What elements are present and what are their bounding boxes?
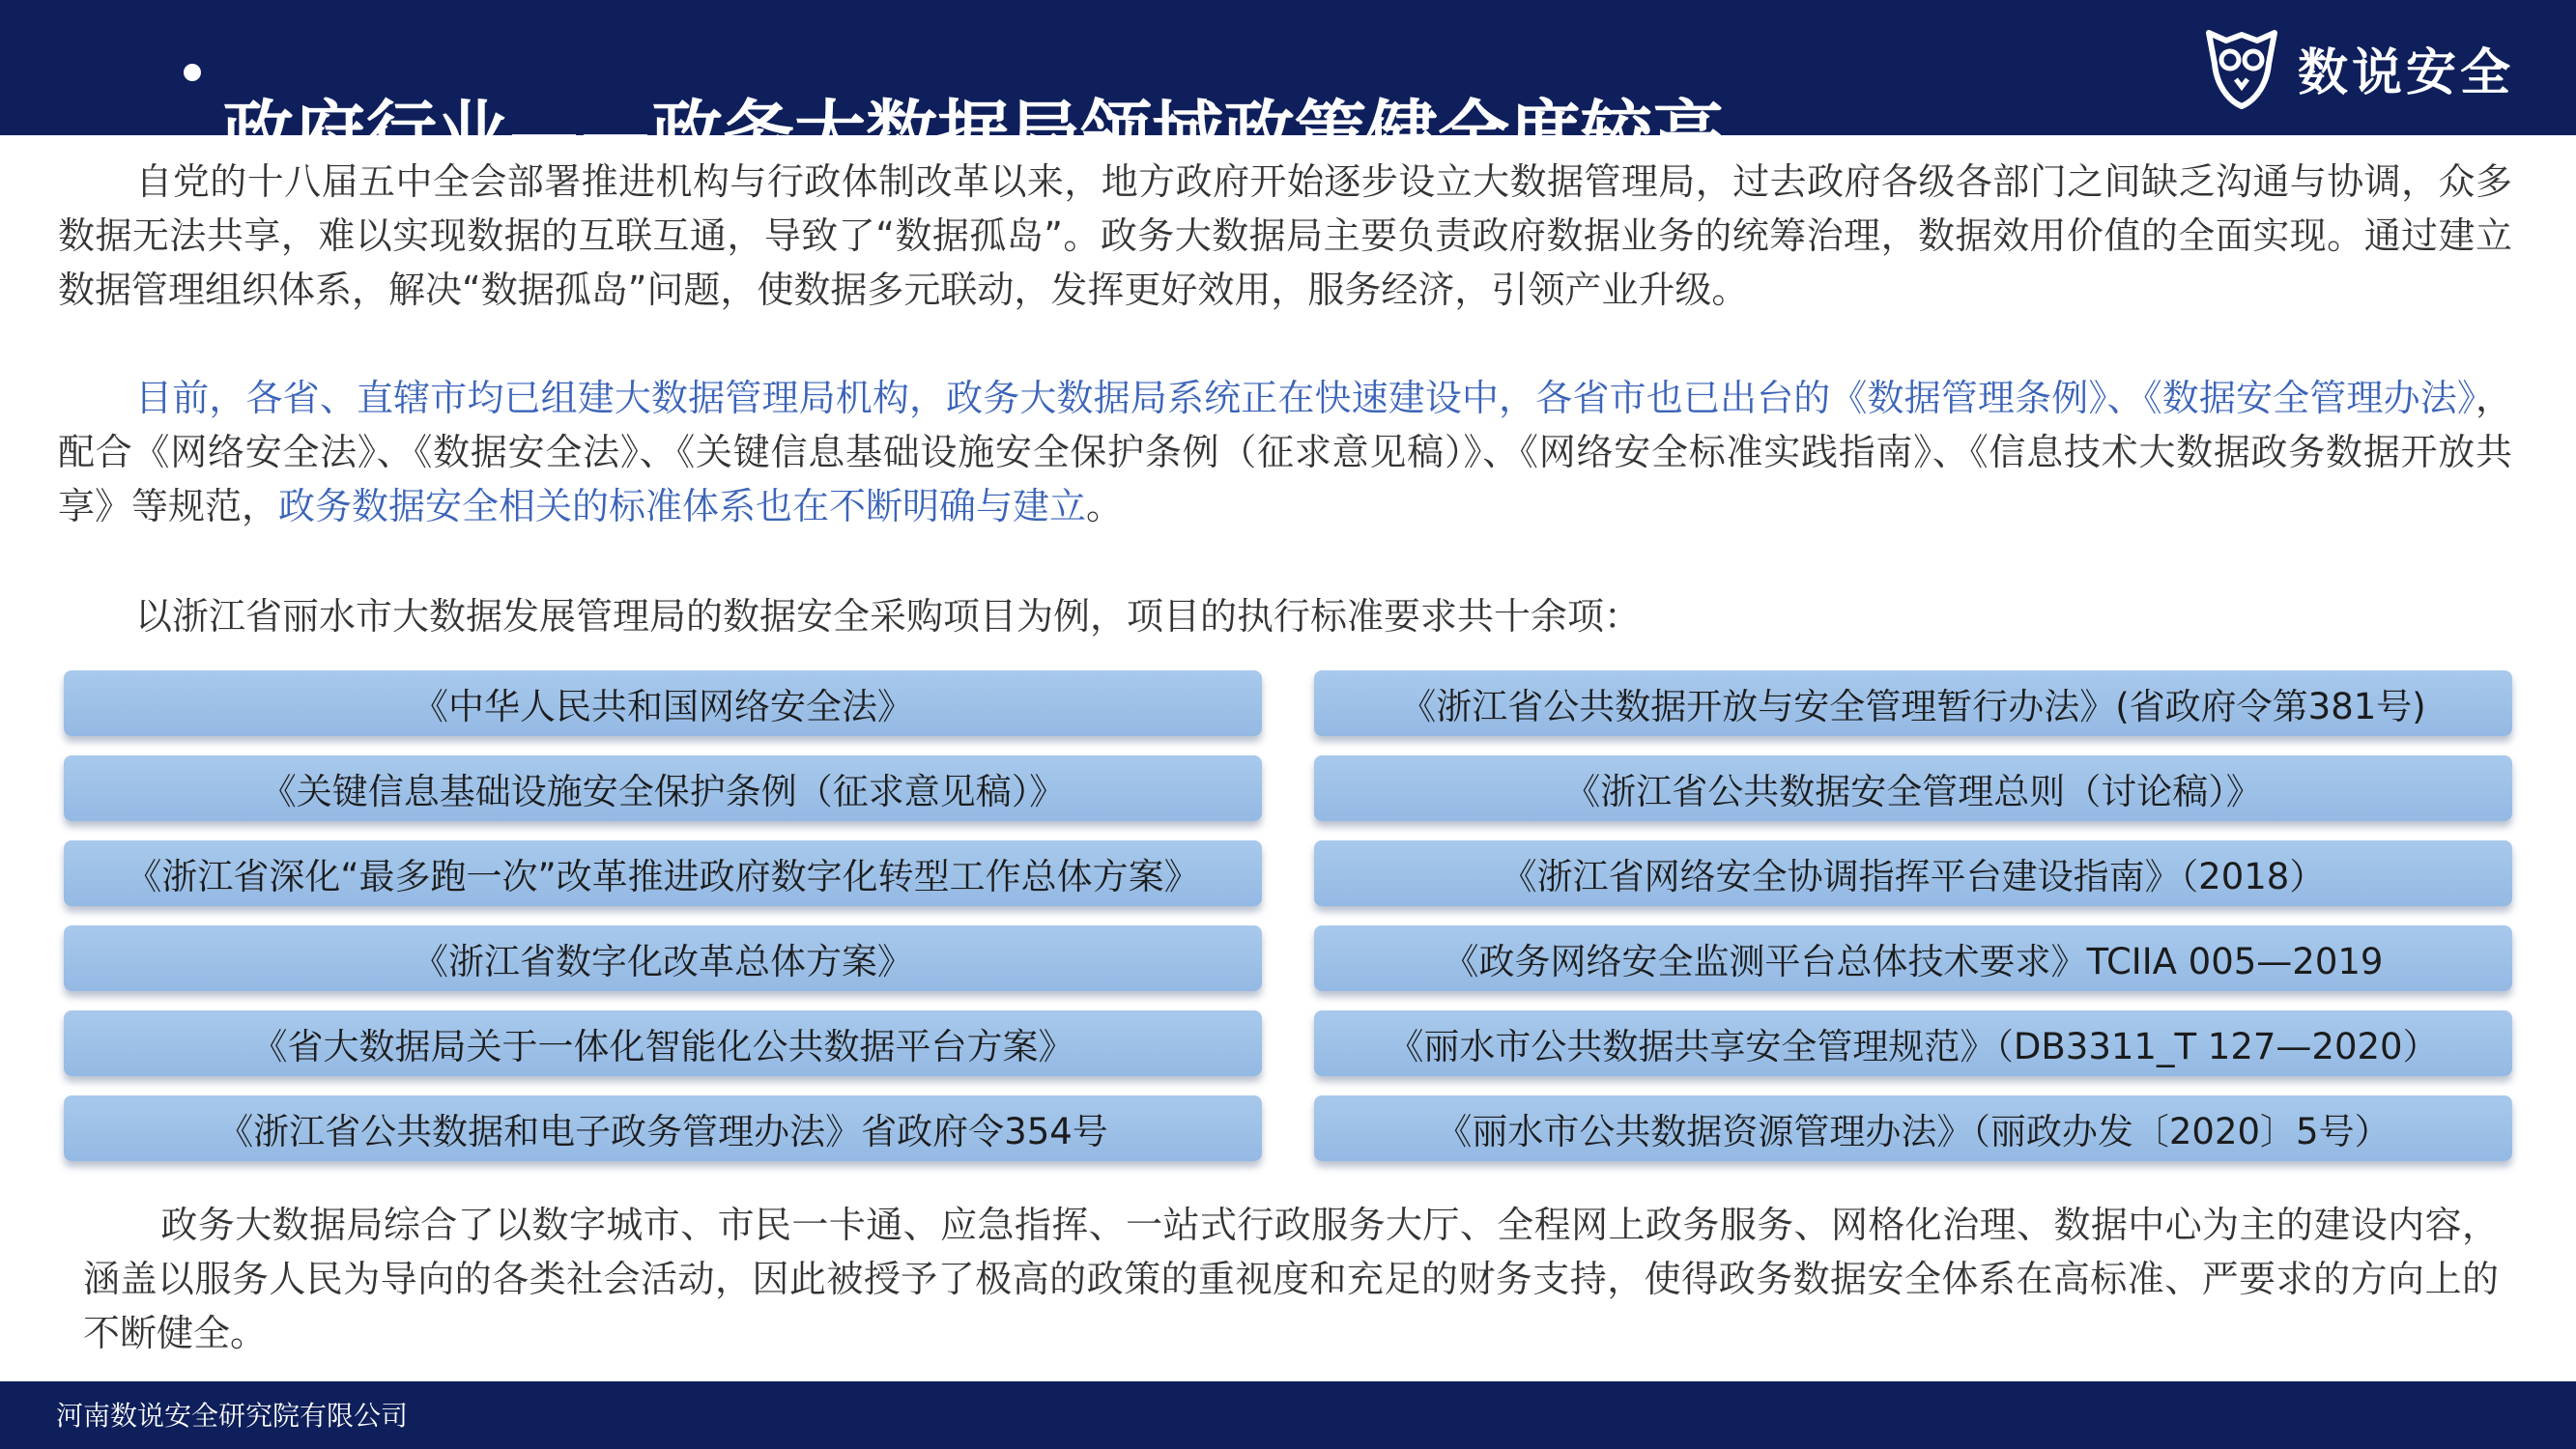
title-bullet [184,64,201,81]
standard-left-4: 《浙江省数字化改革总体方案》 [64,925,1262,991]
logo [2203,23,2514,112]
owl-shield-icon [2203,25,2280,110]
intro-paragraph-2 [58,371,2512,533]
conclusion-paragraph [83,1198,2499,1360]
standard-right-1: 《浙江省公共数据开放与安全管理暂行办法》(省政府令第381号) [1314,670,2512,736]
policy-highlight-2: 政务数据安全相关的标准体系也在不断明确与建立 [278,485,1087,527]
example-intro-text: 以浙江省丽水市大数据发展管理局的数据安全采购项目为例，项目的执行标准要求共十余项： [135,595,1642,638]
conclusion-text: 政务大数据局综合了以数字城市、市民一卡通、应急指挥、一站式行政服务大厅、全程网上政务服务、网格化治理、数据中心为主的建设内容，涵盖以服务人民为导向的各类社会活动，因此被授予了极高的政策的重视度和充足的财务支持，使得政务数据安全体系在高标准、严要求的方向上的不断健全。 [83,1204,2499,1354]
standard-left-3: 《浙江省深化“最多跑一次”改革推进政府数字化转型工作总体方案》 [64,840,1262,906]
footer-company: 河南数说安全研究院有限公司 [56,1400,409,1432]
page-title: 政府行业——政务大数据局领域政策健全度较高 [222,92,1724,176]
standard-right-3: 《浙江省网络安全协调指挥平台建设指南》（2018） [1314,840,2512,906]
header-bar [0,0,2576,176]
policy-regulations-text: ，配合《网络安全法》、《数据安全法》、《关键信息基础设施安全保护条例（征求意见稿）》、《网络安全标准实践指南》、《信息技术大数据政务数据开放共享》等规范， [58,377,2512,527]
standard-right-5: 《丽水市公共数据共享安全管理规范》（DB3311_T 127—2020） [1314,1010,2512,1076]
footer-bar [0,1381,2576,1449]
intro-paragraph-1 [58,155,2512,317]
policy-end: 。 [1086,485,1124,527]
intro-text-1: 自党的十八届五中全会部署推进机构与行政体制改革以来，地方政府开始逐步设立大数据管理局，过去政府各级各部门之间缺乏沟通与协调，众多数据无法共享，难以实现数据的互联互通，导致了“数据孤岛”。政务大数据局主要负责政府数据业务的统筹治理，数据效用价值的全面实现。通过建立数据管理组织体系，解决“数据孤岛”问题，使数据多元联动，发挥更好效用，服务经济，引领产业升级。 [58,160,2512,311]
standard-right-4: 《政务网络安全监测平台总体技术要求》TCIIA 005—2019 [1314,925,2512,991]
standard-right-6: 《丽水市公共数据资源管理办法》（丽政办发〔2020〕5号） [1314,1095,2512,1161]
logo-text: 数说安全 [2298,43,2515,102]
standard-left-5: 《省大数据局关于一体化智能化公共数据平台方案》 [64,1010,1262,1076]
standard-left-1: 《中华人民共和国网络安全法》 [64,670,1262,736]
standard-left-2: 《关键信息基础设施安全保护条例（征求意见稿）》 [64,755,1262,821]
standard-right-2: 《浙江省公共数据安全管理总则（讨论稿）》 [1314,755,2512,821]
intro-paragraph-3 [58,589,2512,643]
standard-left-6: 《浙江省公共数据和电子政务管理办法》省政府令354号 [64,1095,1262,1161]
policy-highlight-1: 目前，各省、直辖市均已组建大数据管理局机构，政务大数据局系统正在快速建设中，各省市也已出台的《数据管理条例》、《数据安全管理办法》 [135,377,2476,419]
